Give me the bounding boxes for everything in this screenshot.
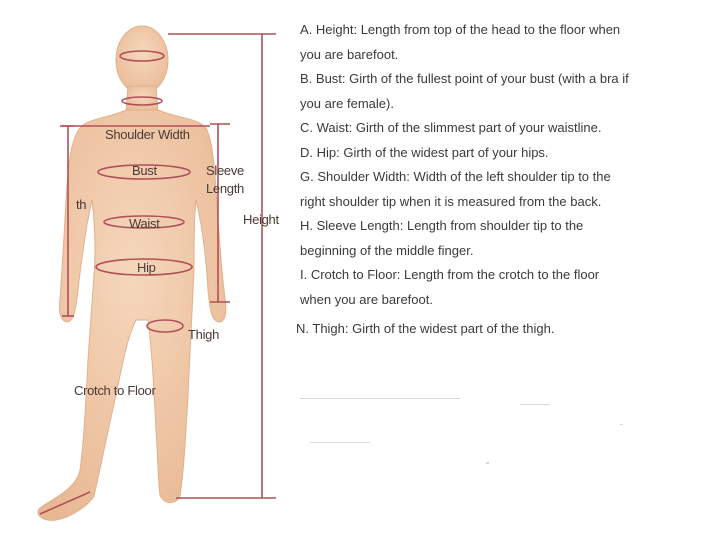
sleeve-label-line1: Sleeve xyxy=(206,163,244,178)
thigh-label: Thigh xyxy=(188,327,220,342)
waist-label: Waist xyxy=(129,216,160,231)
definition-shoulder-width: G. Shoulder Width: Width of the left shoulder tip to the right shoulder tip when it is measured from the back. xyxy=(300,169,611,209)
neck xyxy=(126,86,158,112)
faint-artifacts xyxy=(300,396,630,476)
definition-hip: D. Hip: Girth of the widest part of your hips. xyxy=(300,144,549,160)
definition-waist: C. Waist: Girth of the slimmest part of your waistline. xyxy=(300,120,602,135)
definition-thigh: N. Thigh: Girth of the widest part of the thigh. xyxy=(296,321,555,336)
crotch-to-floor-label: Crotch to Floor xyxy=(74,383,156,398)
partial-length-label: th xyxy=(76,197,87,212)
body-silhouette xyxy=(38,26,226,520)
bust-label: Bust xyxy=(132,163,157,178)
body-figure xyxy=(0,0,290,553)
definition-crotch-to-floor: I. Crotch to Floor: Length from the crotch to the floor when you are barefoot. xyxy=(300,267,600,307)
definition-sleeve-length: H. Sleeve Length: Length from shoulder tip to the beginning of the middle finger. xyxy=(300,218,584,258)
head xyxy=(116,26,168,94)
definitions-list xyxy=(296,18,630,342)
shoulder-width-label: Shoulder Width xyxy=(105,127,190,142)
sleeve-label-line2: Length xyxy=(206,181,244,196)
definition-bust: B. Bust: Girth of the fullest point of your bust (with a bra if you are female). xyxy=(300,71,629,111)
height-label: Height xyxy=(243,212,279,227)
hip-label: Hip xyxy=(137,260,156,275)
definition-height: A. Height: Length from top of the head to the floor when you are barefoot. xyxy=(300,22,621,62)
